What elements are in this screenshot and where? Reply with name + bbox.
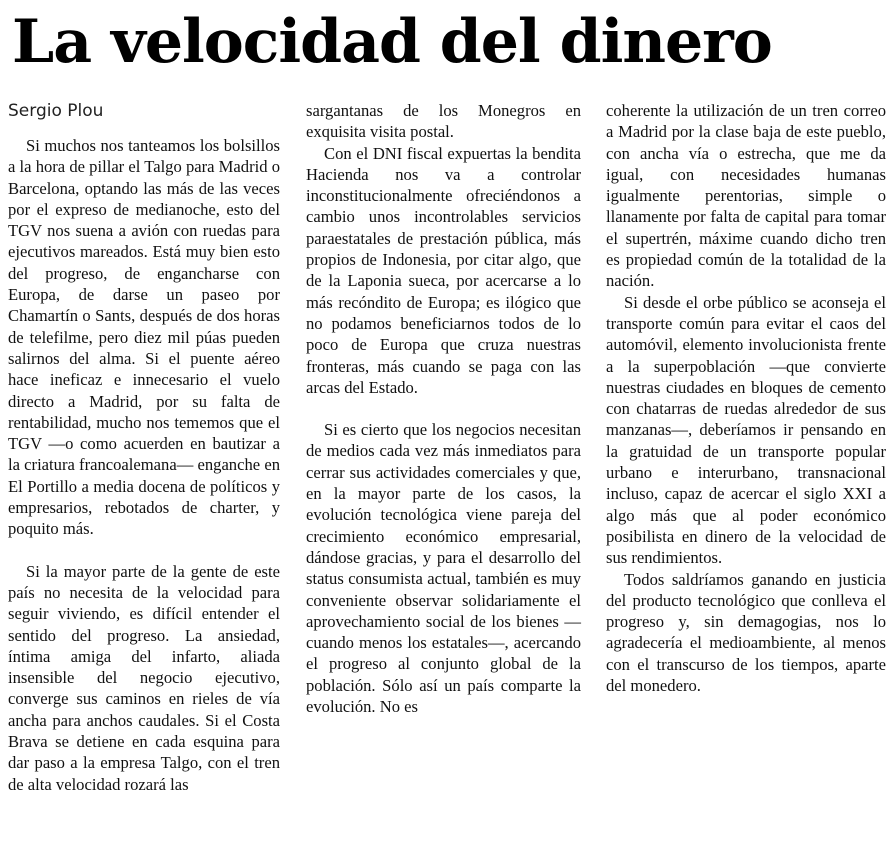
article-column-3	[606, 100, 886, 696]
article-paragraph: sargantanas de los Monegros en exquisita visita postal.	[306, 101, 581, 142]
article-headline: La velocidad del dinero	[12, 7, 772, 77]
article-paragraph: Con el DNI fiscal expuertas la bendita Hacienda nos va a controlar inconstitucionalmente ofreciéndonos a cambio unos incontrolables servicios paraestatales de prestación pública, más propios de Indonesia, por citar algo, que de la Laponia sueca, por acercarse a lo más recóndito de Europa; es ilógico que no podamos beneficiarnos todos de lo poco de Europa que cruza nuestras fronteras, más cuando se paga con las arcas del Estado.	[306, 143, 581, 397]
article-column-2	[306, 100, 581, 717]
article-paragraph: Todos saldríamos ganando en justicia del producto tecnológico que conlleva el progreso y, sin demagogias, nos lo agradecería el medioambiente, al menos con el transcurso de los tiempos, aparte del monedero.	[606, 569, 886, 696]
article-paragraph: Si es cierto que los negocios necesitan de medios cada vez más inmediatos para cerrar sus actividades comerciales y que, en la mayor parte de los casos, la evolución tecnológica viene pareja del crecimiento económico empresarial, dándose gracias, y para el desarrollo del status consumista actual, también es muy conveniente observar solidariamente el aprovechamiento social de los bienes —cuando menos los estatales—, acercando el progreso al conjunto global de la población. Sólo así un país comparte la evolución. No es	[306, 420, 581, 717]
article-paragraph: Si muchos nos tanteamos los bolsillos a la hora de pillar el Talgo para Madrid o Barcelona, optando las más de las veces por el expreso de medianoche, esto del TGV nos suena a avión con ruedas para ejecutivos mareados. Está muy bien esto del progreso, de engancharse con Europa, de darse un paseo por Chamartín o Sants, después de dos horas de telefilme, pero diez mil púas pueden salirnos del alma. Si el puente aéreo hace ineficaz e innecesario el vuelo directo a Madrid, por su falta de rentabilidad, mucho nos tememos que el TGV —o como acuerden en bautizar a la criatura francoalemana— enganche en El Portillo a media docena de políticos y empresarios, rebotados de charter, y poquito más.	[8, 136, 280, 539]
article-byline: Sergio Plou	[8, 101, 104, 121]
article-paragraph: Si desde el orbe público se aconseja el transporte común para evitar el caos del automóvil, elemento involucionista frente a la superpoblación —que convierte nuestras ciudades en bloques de cemento con chatarras de ruedas alrededor de sus manzanas—, deberíamos ir pensando en la gratuidad de un transporte popular urbano e interurbano, transnacional incluso, capaz de acercar el siglo XXI a algo más que al poder económico posibilista en dinero de la velocidad de sus rendimientos.	[606, 292, 886, 568]
article-column-1	[8, 135, 280, 795]
article-paragraph: coherente la utilización de un tren correo a Madrid por la clase baja de este pueblo, con ancha vía o estrecha, que me da igual, con necesidades humanas igualmente perentorias, simple o llanamente por falta de capital para tomar el supertrén, máxime cuando dicho tren es propiedad común de la totalidad de la nación.	[606, 101, 886, 291]
article-paragraph: Si la mayor parte de la gente de este país no necesita de la velocidad para seguir viviendo, es difícil entender el sentido del progreso. La ansiedad, íntima amiga del infarto, aliada insensible del negocio ejecutivo, converge sus caminos en rieles de vía ancha para anchos caudales. Si el Costa Brava se detiene en cada esquina para dar paso a la empresa Talgo, con el tren de alta velocidad rozará las	[8, 561, 280, 794]
